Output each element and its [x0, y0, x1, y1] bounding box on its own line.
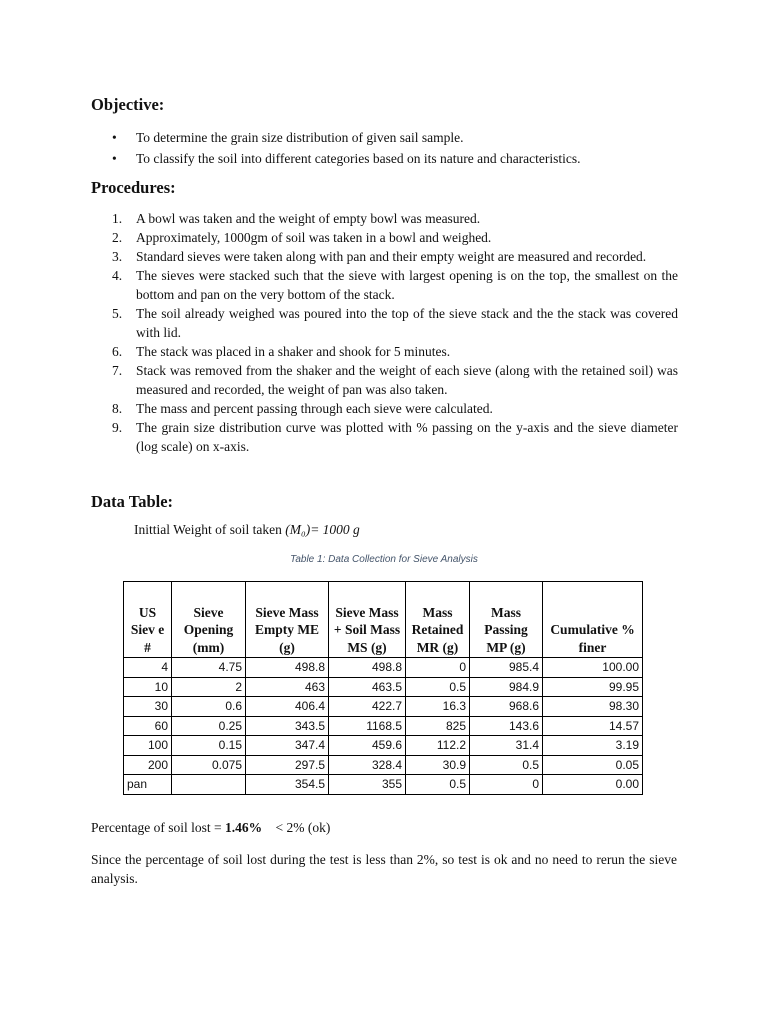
column-header: US Siev e # — [124, 582, 172, 658]
soil-lost-label: Percentage of soil lost = — [91, 820, 222, 835]
table-cell: 347.4 — [246, 736, 329, 756]
table-cell: 297.5 — [246, 755, 329, 775]
table-cell: 985.4 — [470, 658, 543, 678]
table-cell: 0 — [406, 658, 470, 678]
table-cell: 30 — [124, 697, 172, 717]
table-row — [124, 716, 643, 736]
soil-lost-note: < 2% (ok) — [275, 820, 331, 835]
table-cell: 100.00 — [543, 658, 643, 678]
objective-list — [112, 127, 692, 169]
table-cell: 2 — [172, 677, 246, 697]
table-cell: 31.4 — [470, 736, 543, 756]
initial-weight-line — [134, 522, 360, 538]
procedures-heading: Procedures: — [91, 178, 176, 197]
bullet-icon: • — [112, 130, 117, 145]
table-row — [124, 677, 643, 697]
table-cell — [172, 775, 246, 795]
table-row — [124, 775, 643, 795]
table-cell: 0.6 — [172, 697, 246, 717]
data-table-heading: Data Table: — [91, 492, 174, 511]
table-cell: 968.6 — [470, 697, 543, 717]
table-cell: 984.9 — [470, 677, 543, 697]
table-cell: 0 — [470, 775, 543, 795]
table-header-row — [124, 582, 643, 658]
table-cell: 0.25 — [172, 716, 246, 736]
table-row — [124, 755, 643, 775]
procedure-item: 2. Approximately, 1000gm of soil was taken in a bowl and weighed. — [112, 230, 492, 245]
soil-lost-line — [91, 820, 330, 836]
table-cell: 3.19 — [543, 736, 643, 756]
table-cell: 463.5 — [329, 677, 406, 697]
table-cell: 99.95 — [543, 677, 643, 697]
table-cell: 0.15 — [172, 736, 246, 756]
table-cell: 459.6 — [329, 736, 406, 756]
sieve-analysis-table — [123, 581, 643, 795]
table-cell: 100 — [124, 736, 172, 756]
initial-weight-label: Inittial Weight of soil taken — [134, 522, 282, 537]
procedure-item: 1. A bowl was taken and the weight of empty bowl was measured. — [112, 211, 481, 226]
table-cell: 825 — [406, 716, 470, 736]
column-header: Sieve Mass + Soil Mass MS (g) — [329, 582, 406, 658]
table-cell: 98.30 — [543, 697, 643, 717]
procedure-item: 3. Standard sieves were taken along with pan and their empty weight are measured and recorded. — [112, 249, 647, 264]
conclusion-paragraph: Since the percentage of soil lost during the test is less than 2%, so test is ok and no need to rerun the sieve analysis. — [91, 852, 677, 886]
table-row — [124, 658, 643, 678]
column-header: Mass Retained MR (g) — [406, 582, 470, 658]
column-header: Sieve Mass Empty ME (g) — [246, 582, 329, 658]
objective-item: • To determine the grain size distribution of given sail sample. — [112, 127, 692, 148]
table-cell: 354.5 — [246, 775, 329, 795]
table-cell: pan — [124, 775, 172, 795]
procedure-item: 4. The sieves were stacked such that the sieve with largest opening is on the top, the smallest on the bottom and pan on the very bottom of the stack. — [112, 268, 678, 302]
table-row — [124, 736, 643, 756]
procedure-item: 6. The stack was placed in a shaker and shook for 5 minutes. — [112, 344, 451, 359]
table-cell: 0.075 — [172, 755, 246, 775]
table-cell: 0.5 — [406, 677, 470, 697]
procedure-item: 7. Stack was removed from the shaker and the weight of each sieve (along with the retained soil) was measured and recorded, the weight of pan was also taken. — [112, 363, 678, 397]
procedure-item: 5. The soil already weighed was poured into the top of the sieve stack and the the stack was covered with lid. — [112, 306, 678, 340]
table-cell: 16.3 — [406, 697, 470, 717]
table-cell: 463 — [246, 677, 329, 697]
column-header: Mass Passing MP (g) — [470, 582, 543, 658]
table-cell: 0.05 — [543, 755, 643, 775]
procedures-list — [112, 209, 678, 456]
table-cell: 422.7 — [329, 697, 406, 717]
table-cell: 498.8 — [246, 658, 329, 678]
table-cell: 4.75 — [172, 658, 246, 678]
table-cell: 355 — [329, 775, 406, 795]
table-cell: 343.5 — [246, 716, 329, 736]
procedure-item: 9. The grain size distribution curve was plotted with % passing on the y-axis and the sieve diameter (log scale) on x-axis. — [112, 420, 678, 454]
table-cell: 60 — [124, 716, 172, 736]
objective-item: • To classify the soil into different categories based on its nature and characteristics. — [112, 148, 692, 169]
table-row — [124, 697, 643, 717]
column-header: Sieve Opening (mm) — [172, 582, 246, 658]
bullet-icon: • — [112, 151, 117, 166]
table-cell: 10 — [124, 677, 172, 697]
table-cell: 0.00 — [543, 775, 643, 795]
initial-weight-value: (M₀)= 1000 g — [285, 522, 360, 537]
table-cell: 328.4 — [329, 755, 406, 775]
table-cell: 200 — [124, 755, 172, 775]
procedure-item: 8. The mass and percent passing through each sieve were calculated. — [112, 401, 493, 416]
table-cell: 14.57 — [543, 716, 643, 736]
objective-heading: Objective: — [91, 95, 165, 114]
table-cell: 143.6 — [470, 716, 543, 736]
table-cell: 30.9 — [406, 755, 470, 775]
table-caption: Table 1: Data Collection for Sieve Analysis — [290, 554, 478, 565]
table-cell: 112.2 — [406, 736, 470, 756]
table-cell: 0.5 — [406, 775, 470, 795]
soil-lost-value: 1.46% — [224, 820, 263, 835]
table-cell: 0.5 — [470, 755, 543, 775]
table-cell: 498.8 — [329, 658, 406, 678]
table-cell: 4 — [124, 658, 172, 678]
table-cell: 1168.5 — [329, 716, 406, 736]
table-cell: 406.4 — [246, 697, 329, 717]
column-header: Cumulative % finer — [543, 582, 643, 658]
